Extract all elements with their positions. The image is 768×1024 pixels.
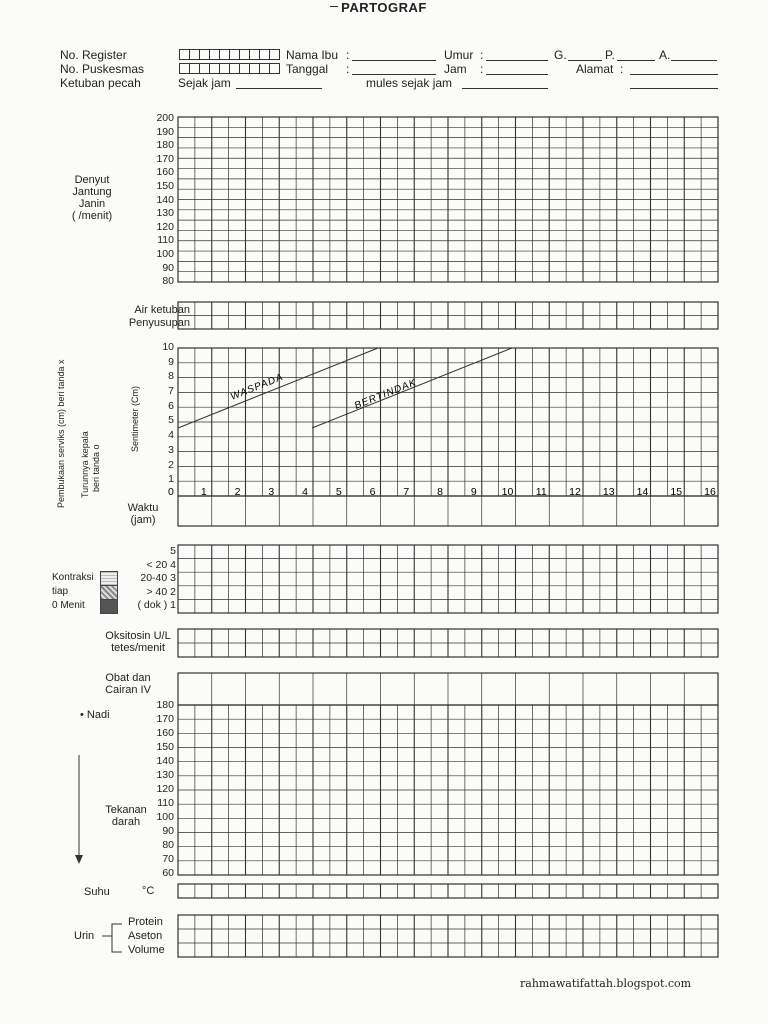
axis-tick: 190 <box>156 125 174 138</box>
axis-tick: 130 <box>156 207 174 220</box>
waspada-bertindak-lines <box>178 348 512 428</box>
axis-tick: 180 <box>156 699 174 711</box>
waktu-label: Waktu (jam) <box>127 502 159 526</box>
axis-tick: 120 <box>156 220 174 233</box>
suhu-grid[interactable] <box>178 884 718 898</box>
hour-label: 11 <box>535 486 547 498</box>
jam-label: Jam <box>444 62 467 76</box>
axis-tick: 140 <box>156 193 174 206</box>
axis-tick: 100 <box>156 247 174 260</box>
axis-tick: 150 <box>156 179 174 192</box>
kontraksi-row-label: 5 <box>170 545 176 557</box>
axis-tick: 9 <box>168 355 174 368</box>
hour-label: 1 <box>200 486 207 498</box>
axis-tick: 8 <box>168 370 174 383</box>
hour-label: 3 <box>268 486 275 498</box>
urin-label: Urin <box>74 930 95 942</box>
g-label: G. <box>554 48 567 62</box>
axis-tick: 10 <box>162 341 174 353</box>
axis-tick: 110 <box>157 797 174 809</box>
ketuban-pecah-label: Ketuban pecah <box>60 76 141 90</box>
kontraksi-row-label: > 40 2 <box>146 585 176 598</box>
axis-tick: 160 <box>156 727 174 739</box>
axis-tick: 170 <box>156 713 174 725</box>
oksitosin-grid[interactable] <box>178 629 718 657</box>
hour-label: 7 <box>403 486 410 498</box>
air-ketuban-grid[interactable] <box>178 302 718 329</box>
menit-label: 0 Menit <box>52 600 85 611</box>
aseton-label: Aseton <box>128 930 163 942</box>
axis-tick: 5 <box>168 414 174 427</box>
axis-tick: 80 <box>162 839 174 851</box>
axis-tick: 170 <box>156 152 174 165</box>
nadi-label: • Nadi <box>80 709 110 721</box>
footer-credit: rahmawatifattah.blogspot.com <box>520 977 692 990</box>
suhu-label: Suhu <box>84 886 110 898</box>
volume-label: Volume <box>128 944 165 956</box>
djj-grid[interactable] <box>178 117 718 282</box>
bertindak-label: BERTINDAK <box>353 377 419 412</box>
axis-tick: 110 <box>157 234 174 247</box>
axis-tick: 80 <box>162 275 174 288</box>
axis-tick: 130 <box>156 769 174 781</box>
kontraksi-row-label: < 20 4 <box>146 558 176 571</box>
page-title: PARTOGRAF <box>341 0 427 15</box>
no-puskesmas-label: No. Puskesmas <box>60 62 145 76</box>
hour-label: 2 <box>234 486 241 498</box>
axis-tick: 140 <box>156 755 174 767</box>
tekanan-darah-label: Tekanan darah <box>105 804 147 828</box>
axis-tick: 90 <box>162 825 174 837</box>
beri-tanda-o-label: beri tanda o <box>91 444 101 492</box>
axis-tick: 120 <box>156 783 174 795</box>
kontraksi-label: Kontraksi <box>52 572 94 583</box>
kontraksi-row-label: ( dok ) 1 <box>137 599 176 612</box>
tanggal-label: Tanggal <box>286 62 329 76</box>
serviks-grid[interactable] <box>178 348 718 496</box>
umur-label: Umur <box>444 48 474 62</box>
axis-tick: 2 <box>168 458 174 471</box>
hour-label: 8 <box>437 486 443 498</box>
hour-label: 14 <box>636 486 649 498</box>
no-register-label: No. Register <box>60 48 127 62</box>
hour-label: 15 <box>670 486 683 498</box>
celsius-unit: °C <box>142 885 155 897</box>
air-ketuban-label: Air ketuban <box>134 304 190 316</box>
obat-grid[interactable] <box>178 673 718 705</box>
hour-label: 16 <box>704 486 716 498</box>
hour-label: 4 <box>302 486 308 498</box>
sejak-jam-label: Sejak jam <box>178 76 231 90</box>
hour-label: 9 <box>470 486 477 498</box>
mules-sejak-jam-label: mules sejak jam <box>366 76 453 90</box>
nadi-grid[interactable] <box>178 705 718 875</box>
axis-tick: 6 <box>168 399 174 412</box>
hour-label: 6 <box>369 486 376 498</box>
tiap-label: tiap <box>52 586 69 597</box>
kontraksi-grid[interactable] <box>178 545 718 613</box>
axis-tick: 150 <box>156 741 174 753</box>
axis-tick: 1 <box>168 473 174 486</box>
hour-label: 12 <box>569 486 581 498</box>
sentimeter-label: Sentimeter (Cm) <box>130 385 140 452</box>
hour-label: 13 <box>602 486 615 498</box>
a-label: A. <box>659 48 671 62</box>
nama-ibu-label: Nama Ibu <box>286 48 339 62</box>
axis-tick: 160 <box>156 166 174 179</box>
axis-tick: 100 <box>156 811 174 823</box>
djj-label: Denyut Jantung Janin ( /menit) <box>71 174 113 222</box>
hour-label: 5 <box>335 486 342 498</box>
obat-label: Obat dan Cairan IV <box>105 672 151 696</box>
kontraksi-row-label: 20-40 3 <box>140 572 176 585</box>
hour-zero-label: 0 <box>168 486 174 498</box>
axis-tick: 60 <box>162 867 174 879</box>
axis-tick: 3 <box>168 443 174 456</box>
alamat-label: Alamat <box>576 62 614 76</box>
oksitosin-label: Oksitosin U/L tetes/menit <box>105 630 171 654</box>
turunnya-kepala-label: Turunnya kepala <box>80 431 90 498</box>
axis-tick: 180 <box>156 139 174 152</box>
waspada-label: WASPADA <box>229 371 286 403</box>
axis-tick: 90 <box>162 261 174 274</box>
urin-grid[interactable] <box>178 915 718 957</box>
hour-label: 10 <box>501 486 514 498</box>
waktu-grid[interactable] <box>178 496 718 526</box>
axis-tick: 200 <box>156 112 174 124</box>
penyusupan-label: Penyusupan <box>128 317 190 329</box>
p-label: P. <box>605 48 615 62</box>
protein-label: Protein <box>128 916 163 928</box>
axis-tick: 7 <box>168 385 174 398</box>
pembukaan-serviks-label: Pembukaan serviks (cm) beri tanda x <box>56 359 66 508</box>
axis-tick: 4 <box>168 429 174 442</box>
axis-tick: 70 <box>162 853 174 865</box>
